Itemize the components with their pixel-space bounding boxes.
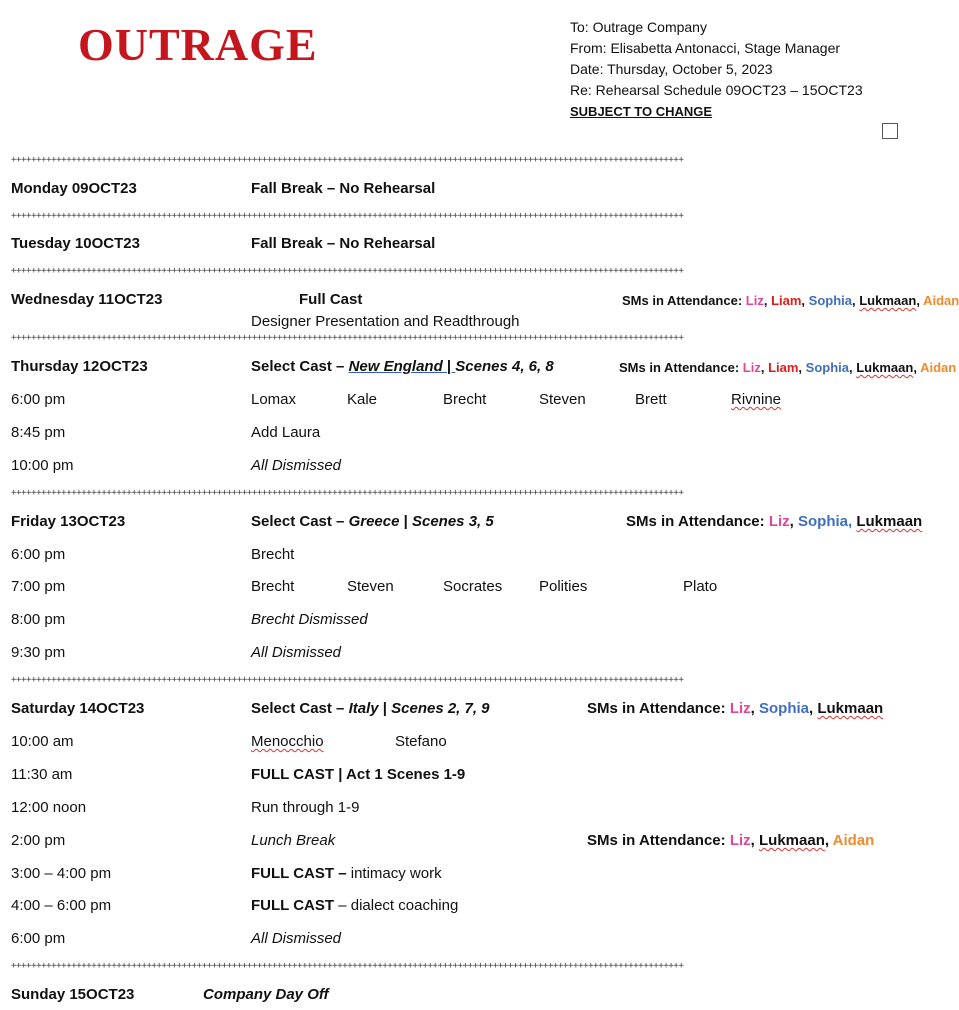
entry: FULL CAST | Act 1 Scenes 1-9 (251, 766, 466, 783)
sm-liz: Liz (768, 513, 790, 530)
sm-aidan: Aidan (920, 360, 957, 375)
sm-sophia: Sophia (798, 513, 849, 530)
sms-attendance-thu: SMs in Attendance: Liz, Liam, Sophia, Lukmaan, Aidan (619, 360, 957, 375)
cast-name: Steven (539, 391, 586, 408)
place-italy: Italy (348, 700, 379, 717)
sms-label: SMs in Attendance: (626, 513, 765, 530)
bar: | (399, 513, 412, 530)
entry: FULL CAST – intimacy work (251, 865, 442, 882)
time: 12:00 noon (11, 799, 87, 816)
sms-label: SMs in Attendance: (622, 293, 743, 308)
time: 8:00 pm (11, 611, 66, 628)
sm-lukmaan: Lukmaan (817, 700, 884, 717)
sms-attendance-sat: SMs in Attendance: Liz, Sophia, Lukmaan (587, 700, 884, 717)
bar: | (378, 700, 392, 717)
entry: All Dismissed (251, 930, 342, 947)
cast-name: Plato (683, 578, 718, 595)
separator: ++++++++++++++++++++++++++++++++++++++++++++++++++++++++++++++++++++++++++++++++++++++++++++++++++++++++++++++++++++++++++++++++++++++ (11, 211, 684, 221)
select-cast-label: Select Cast – (251, 700, 349, 717)
day-monday: Monday 09OCT23 (11, 180, 137, 197)
tuesday-desc: Fall Break – No Rehearsal (251, 235, 436, 252)
entry: Brecht Dismissed (251, 611, 368, 628)
time: 11:30 am (11, 766, 73, 783)
day-thursday: Thursday 12OCT23 (11, 358, 148, 375)
entry: Run through 1-9 (251, 799, 360, 816)
time: 9:30 pm (11, 644, 66, 661)
sm-lukmaan: Lukmaan (859, 293, 917, 308)
sm-liz: Liz (742, 360, 761, 375)
cast-name: Steven (347, 578, 394, 595)
wednesday-desc: Designer Presentation and Readthrough (251, 313, 520, 330)
scenes: Scenes 4, 6, 8 (455, 358, 554, 375)
cast-name: Menocchio (251, 733, 324, 750)
cast-name: Brecht (251, 578, 295, 595)
select-cast-label: Select Cast – (251, 358, 349, 375)
time: 2:00 pm (11, 832, 66, 849)
day-sunday: Sunday 15OCT23 (11, 986, 135, 1003)
sunday-desc: Company Day Off (203, 986, 329, 1003)
page-title: OUTRAGE (78, 19, 318, 70)
cast-name: Lomax (251, 391, 297, 408)
day-tuesday: Tuesday 10OCT23 (11, 235, 140, 252)
cast-name: Stefano (395, 733, 447, 750)
separator: ++++++++++++++++++++++++++++++++++++++++++++++++++++++++++++++++++++++++++++++++++++++++++++++++++++++++++++++++++++++++++++++++++++++ (11, 155, 684, 165)
place-greece: Greece (348, 513, 400, 530)
time: 8:45 pm (11, 424, 66, 441)
sm-aidan: Aidan (832, 832, 875, 849)
saturday-heading (251, 700, 490, 717)
memo-from: From: Elisabetta Antonacci, Stage Manager (570, 40, 841, 56)
day-friday: Friday 13OCT23 (11, 513, 126, 530)
sms-attendance-wed: SMs in Attendance: Liz, Liam, Sophia, Lukmaan, Aidan (622, 293, 959, 308)
separator: ++++++++++++++++++++++++++++++++++++++++++++++++++++++++++++++++++++++++++++++++++++++++++++++++++++++++++++++++++++++++++++++++++++++ (11, 675, 684, 685)
time: 6:00 pm (11, 391, 66, 408)
cast-name: Brett (635, 391, 667, 408)
scenes: Scenes 2, 7, 9 (391, 700, 490, 717)
wednesday-cast: Full Cast (299, 291, 363, 308)
sms-attendance-fri: SMs in Attendance: Liz, Sophia, Lukmaan (626, 513, 923, 530)
thursday-heading (251, 358, 554, 375)
sm-lukmaan: Lukmaan (856, 360, 914, 375)
entry: All Dismissed (251, 644, 342, 661)
select-cast-label: Select Cast – (251, 513, 349, 530)
sm-liam: Liam (768, 360, 799, 375)
bar: | (446, 358, 456, 375)
sm-lukmaan: Lukmaan (759, 832, 825, 849)
time: 4:00 – 6:00 pm (11, 897, 112, 914)
sm-aidan: Aidan (923, 293, 959, 308)
monday-desc: Fall Break – No Rehearsal (251, 180, 436, 197)
sms-attendance-sat-2: SMs in Attendance: Liz, Lukmaan, Aidan (587, 832, 875, 849)
cast-name: Socrates (443, 578, 503, 595)
memo-re: Re: Rehearsal Schedule 09OCT23 – 15OCT23 (570, 82, 863, 98)
sm-liz: Liz (729, 832, 751, 849)
separator: ++++++++++++++++++++++++++++++++++++++++++++++++++++++++++++++++++++++++++++++++++++++++++++++++++++++++++++++++++++++++++++++++++++++ (11, 488, 684, 498)
cast-name: Kale (347, 391, 378, 408)
separator: ++++++++++++++++++++++++++++++++++++++++++++++++++++++++++++++++++++++++++++++++++++++++++++++++++++++++++++++++++++++++++++++++++++++ (11, 333, 684, 343)
sm-sophia: Sophia (759, 700, 810, 717)
sm-sophia: Sophia (805, 360, 849, 375)
entry: Add Laura (251, 424, 321, 441)
time: 10:00 am (11, 733, 74, 750)
cast-name: Brecht (443, 391, 487, 408)
sm-liz: Liz (729, 700, 751, 717)
separator: ++++++++++++++++++++++++++++++++++++++++++++++++++++++++++++++++++++++++++++++++++++++++++++++++++++++++++++++++++++++++++++++++++++++ (11, 961, 684, 971)
memo-to: To: Outrage Company (570, 19, 707, 35)
scenes: Scenes 3, 5 (411, 513, 494, 530)
time: 6:00 pm (11, 546, 66, 563)
checkbox[interactable] (882, 123, 898, 139)
entry: FULL CAST – dialect coaching (251, 897, 459, 914)
sms-label: SMs in Attendance: (587, 832, 726, 849)
sm-liam: Liam (771, 293, 802, 308)
sm-lukmaan: Lukmaan (856, 513, 923, 530)
friday-heading (251, 513, 494, 530)
separator: ++++++++++++++++++++++++++++++++++++++++++++++++++++++++++++++++++++++++++++++++++++++++++++++++++++++++++++++++++++++++++++++++++++++ (11, 266, 684, 276)
sm-sophia: Sophia (808, 293, 852, 308)
entry: Brecht (251, 546, 295, 563)
entry: Lunch Break (251, 832, 336, 849)
cast-name: Polities (539, 578, 588, 595)
time: 6:00 pm (11, 930, 66, 947)
sm-liz: Liz (745, 293, 764, 308)
entry: All Dismissed (251, 457, 342, 474)
time: 7:00 pm (11, 578, 66, 595)
memo-date: Date: Thursday, October 5, 2023 (570, 61, 773, 77)
cast-name: Rivnine (731, 391, 782, 408)
sms-label: SMs in Attendance: (587, 700, 726, 717)
time: 3:00 – 4:00 pm (11, 865, 112, 882)
day-wednesday: Wednesday 11OCT23 (11, 291, 163, 308)
subject-to-change: SUBJECT TO CHANGE (570, 104, 713, 119)
place-new-england: New England (348, 358, 447, 375)
time: 10:00 pm (11, 457, 74, 474)
sms-label: SMs in Attendance: (619, 360, 740, 375)
day-saturday: Saturday 14OCT23 (11, 700, 145, 717)
